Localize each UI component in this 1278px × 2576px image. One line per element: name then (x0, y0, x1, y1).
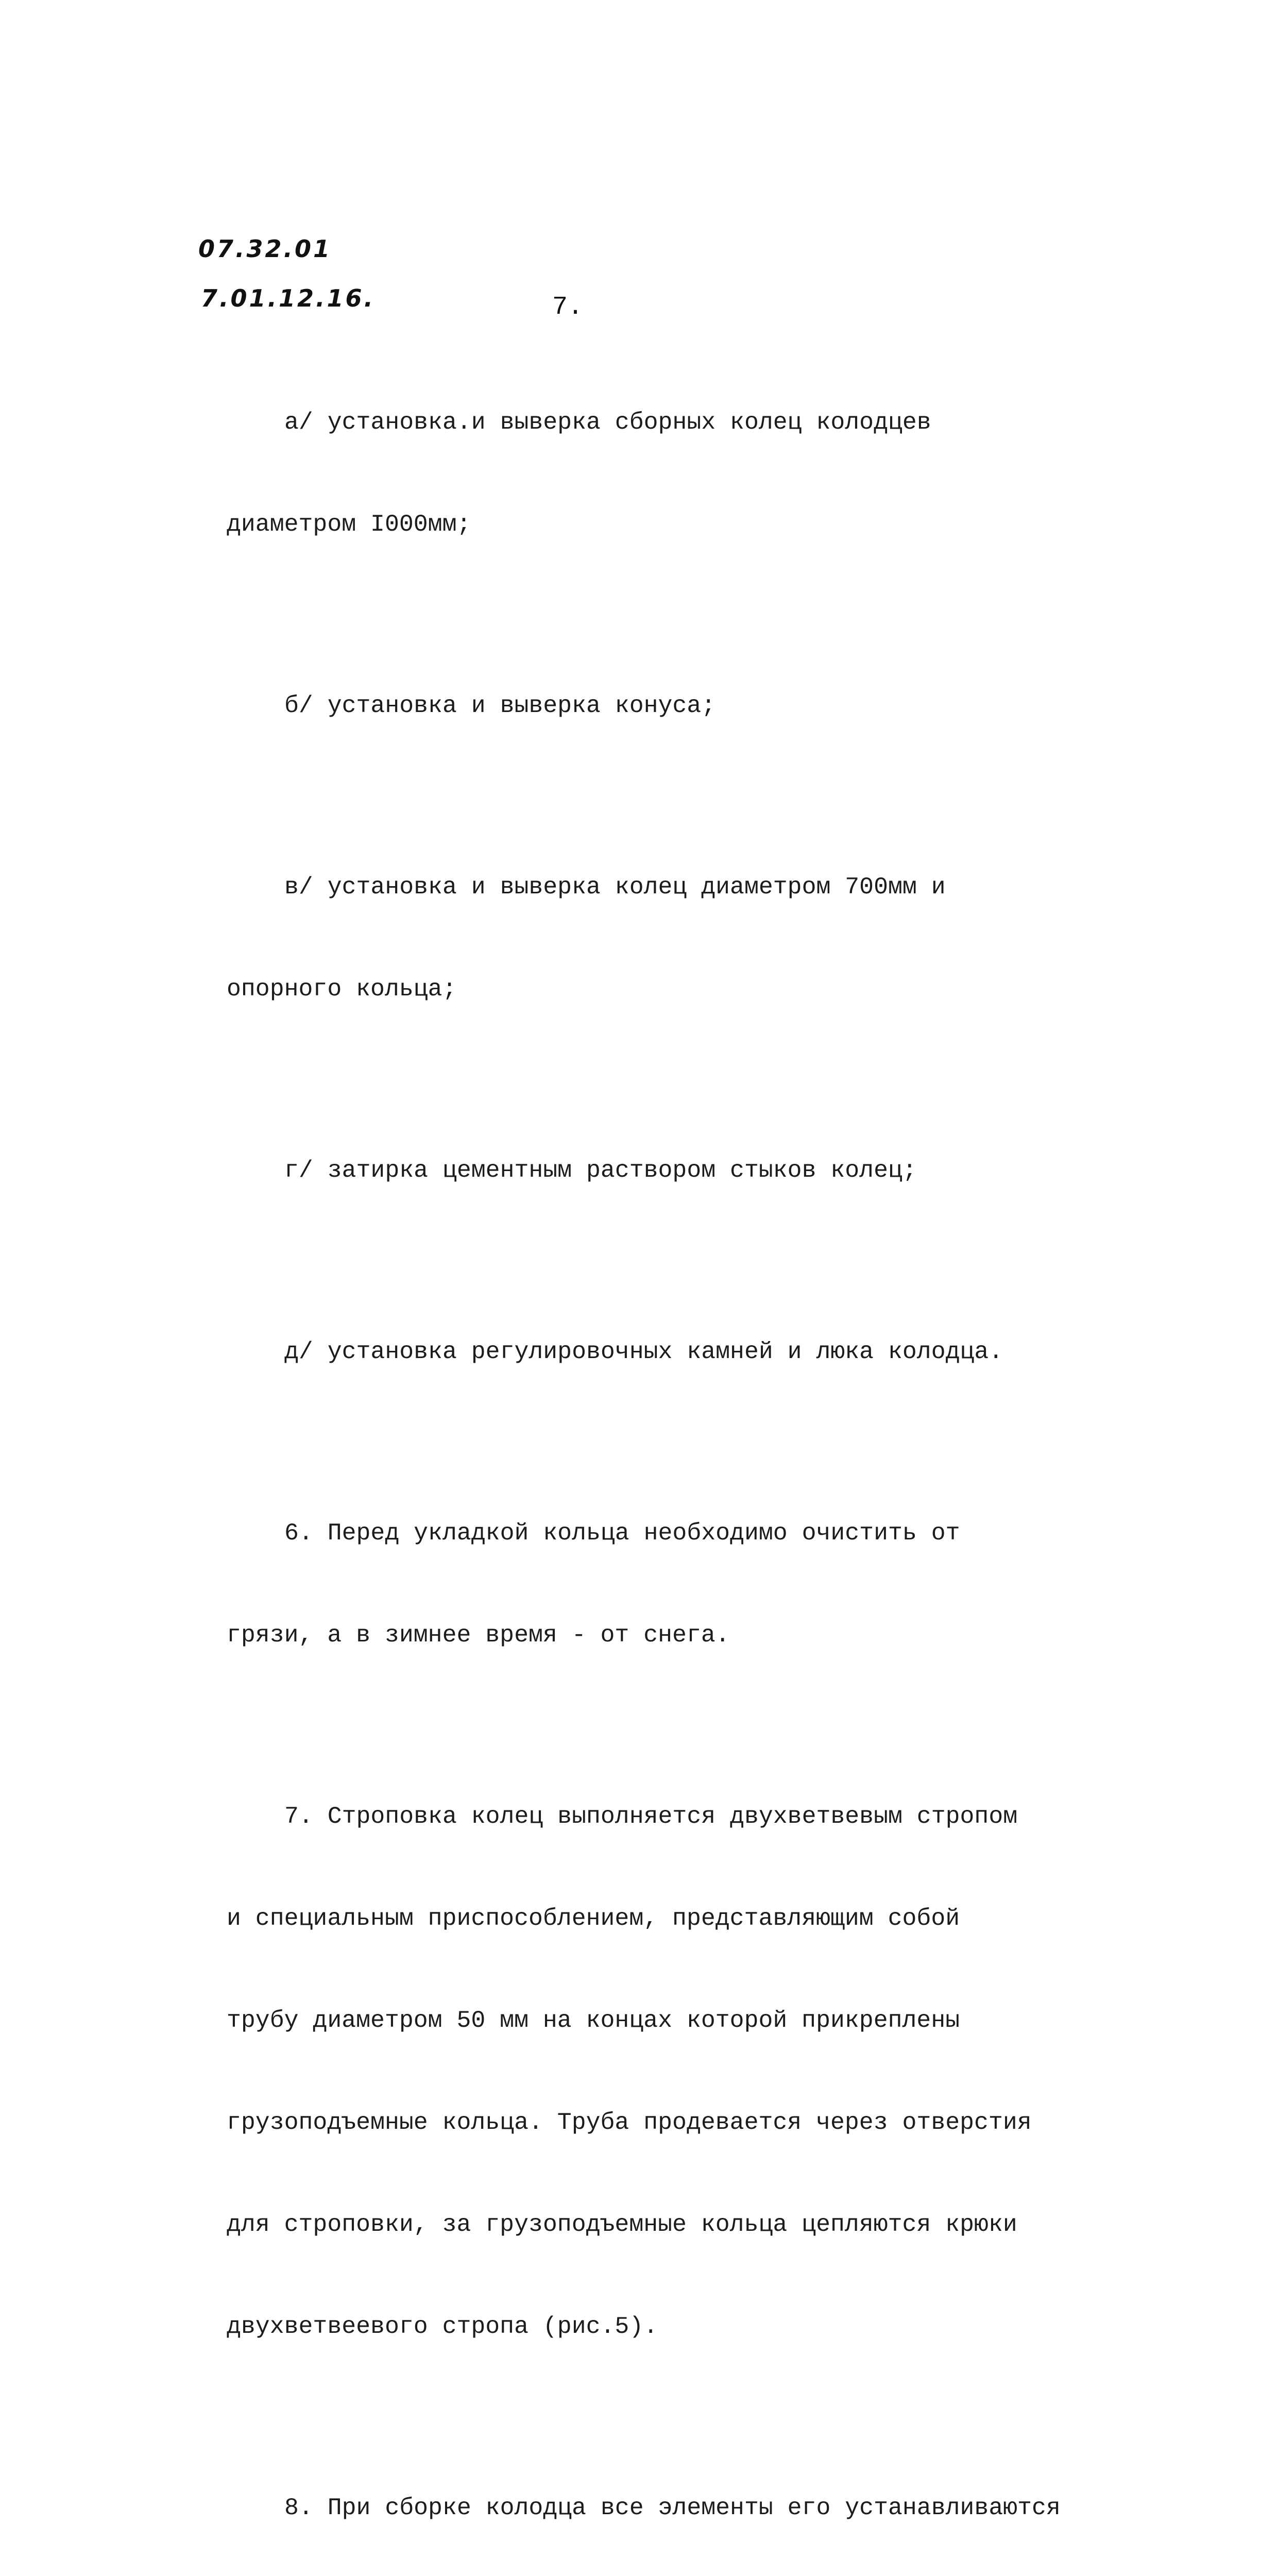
paragraph-7 (227, 1732, 1071, 2412)
paragraph-8 (227, 2423, 1071, 2576)
paragraph-a (227, 337, 1071, 609)
paragraph-g (227, 1086, 1071, 1256)
text-line: д/ установка регулировочных камней и люка колодца. (284, 1338, 1003, 1365)
document-code-line-1: 07.32.01 (198, 235, 332, 263)
text-line: трубу диаметром 50 мм на концах которой прикреплены (227, 2007, 960, 2034)
text-line: опорного кольца; (227, 975, 457, 1003)
paragraph-b (227, 621, 1071, 791)
document-code-line-2: 7.01.12.16. (201, 284, 375, 312)
text-line: 8. При сборке колодца все элементы его устанавливаются (284, 2494, 1061, 2521)
text-line: для строповки, за грузоподъемные кольца цепляются крюки (227, 2211, 1017, 2238)
page-number: 7. (552, 293, 584, 322)
text-line: грязи, а в зимнее время - от снега. (227, 1621, 730, 1649)
paragraph-6 (227, 1448, 1071, 1720)
text-line: 6. Перед укладкой кольца необходимо очистить от (284, 1519, 960, 1547)
text-line: б/ установка и выверка конуса; (284, 692, 716, 719)
text-line: грузоподъемные кольца. Труба продевается через отверстия (227, 2109, 1032, 2136)
text-line: в/ установка и выверка колец диаметром 700мм и (284, 873, 946, 901)
text-line: г/ затирка цементным раствором стыков колец; (284, 1157, 917, 1184)
text-line: 7. Строповка колец выполняется двухветвевым стропом (284, 1803, 1018, 1830)
paragraph-v (227, 802, 1071, 1074)
text-line: а/ установка.и выверка сборных колец колодцев (284, 409, 931, 436)
text-line: двухветвеевого стропа (рис.5). (227, 2313, 658, 2340)
paragraph-d (227, 1267, 1071, 1437)
text-line: диаметром I000мм; (227, 511, 471, 538)
document-body (227, 337, 1071, 2576)
text-line: и специальным приспособлением, представляющим собой (227, 1905, 960, 1932)
